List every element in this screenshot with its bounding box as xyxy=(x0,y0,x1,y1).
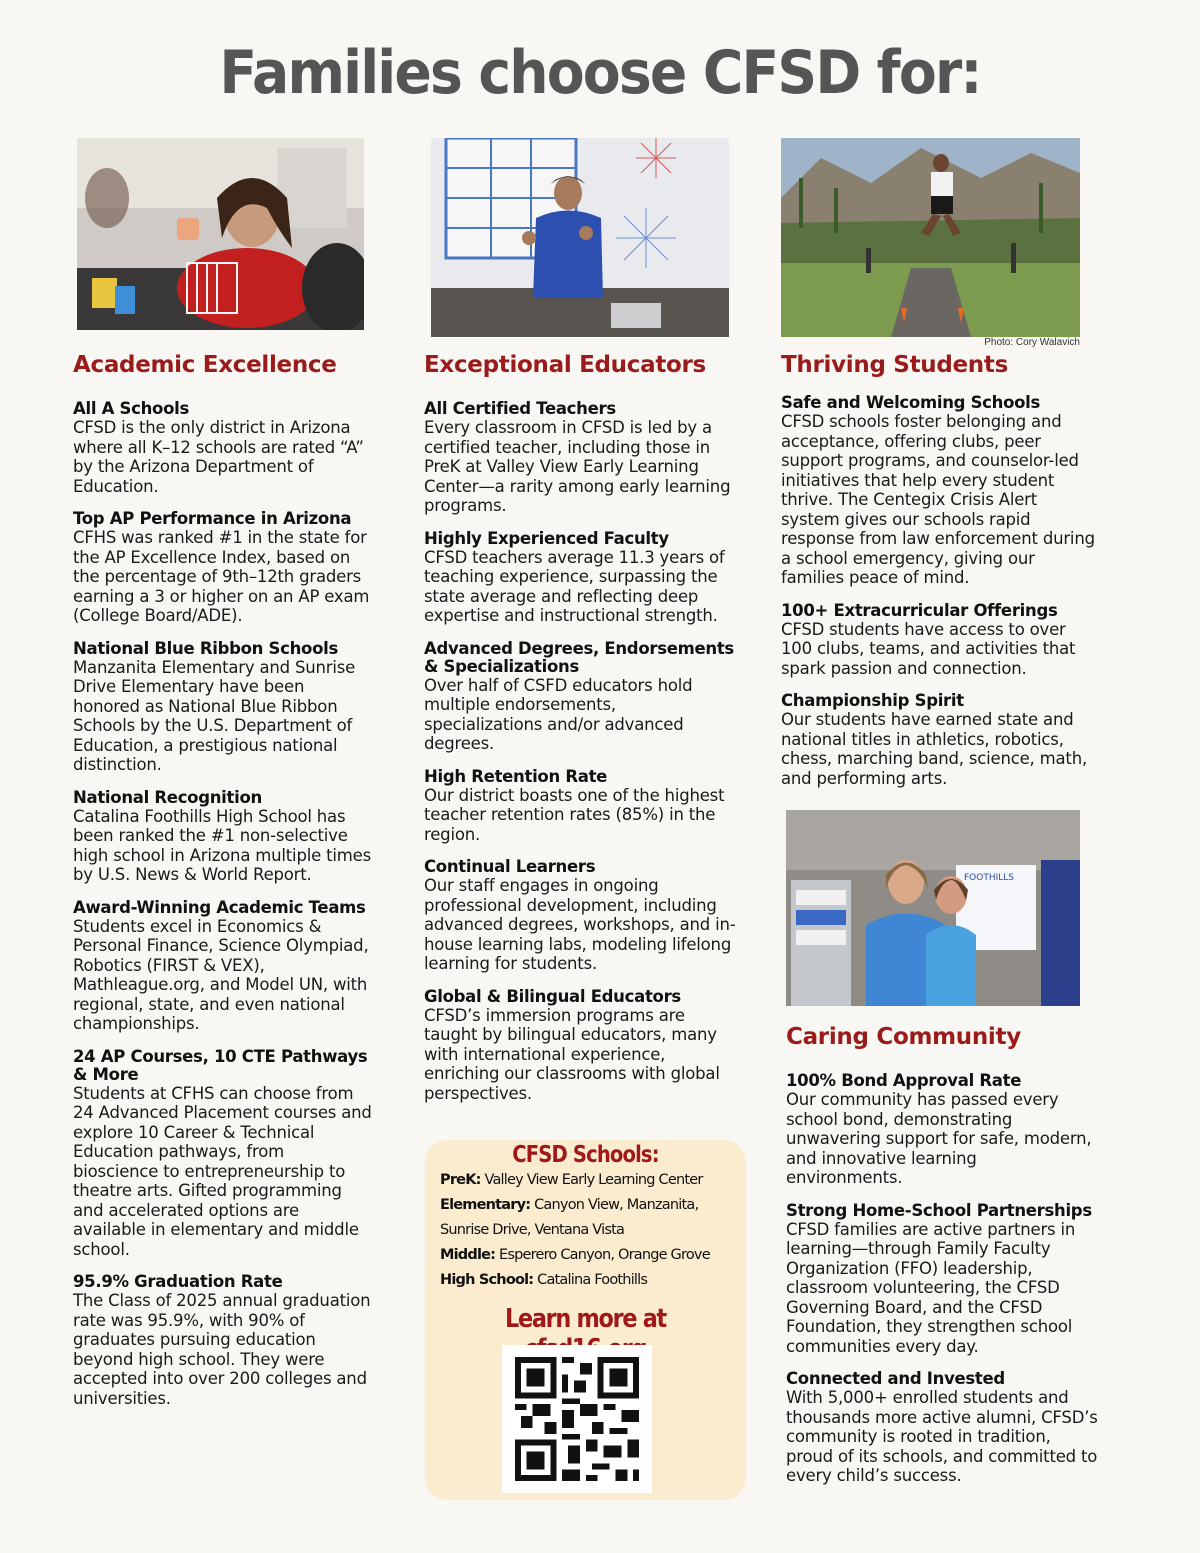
educators-item-body: CFSD teachers average 11.3 years of teaching experience, surpassing the state average and reflecting deep expertise and instructional strength. xyxy=(424,547,725,625)
educators-item xyxy=(424,768,736,845)
shirt-text: FOOTHILLS xyxy=(964,873,1015,883)
academic-item-body: Catalina Foothills High School has been ranked the #1 non-selective high school in Arizona multiple times by U.S. News & World Report. xyxy=(73,806,371,884)
exceptional-educators-column xyxy=(424,352,736,1117)
educators-item-body: Our district boasts one of the highest teacher retention rates (85%) in the region. xyxy=(424,785,725,844)
academic-item-title: 95.9% Graduation Rate xyxy=(73,1272,283,1291)
prek-schools: Valley View Early Learning Center xyxy=(484,1172,703,1188)
educators-item xyxy=(424,530,736,626)
high-school-label: High School: xyxy=(440,1272,534,1288)
qr-code-icon xyxy=(502,1345,652,1493)
academic-item-title: 24 AP Courses, 10 CTE Pathways & More xyxy=(73,1046,368,1084)
thriving-item-title: Championship Spirit xyxy=(781,691,964,710)
academic-item-title: Top AP Performance in Arizona xyxy=(73,509,352,528)
academic-item xyxy=(73,1048,373,1260)
elementary-label: Elementary: xyxy=(440,1197,531,1213)
academic-item-title: National Recognition xyxy=(73,787,262,807)
thriving-item-body: Our students have earned state and national titles in athletics, robotics, chess, marching band, science, math, and performing arts. xyxy=(781,710,1087,788)
community-item-title: Connected and Invested xyxy=(786,1369,1005,1388)
academic-item xyxy=(73,510,373,626)
thriving-students-column xyxy=(781,352,1099,802)
community-item-title: Strong Home-School Partnerships xyxy=(786,1200,1092,1220)
academic-item-title: Award-Winning Academic Teams xyxy=(73,897,366,917)
thriving-item xyxy=(781,692,1099,788)
community-item-body: With 5,000+ enrolled students and thousands more active alumni, CFSD’s community is rooted in tradition, proud of its schools, and committed to every child’s success. xyxy=(786,1388,1098,1485)
community-volunteers-photo xyxy=(786,810,1080,1006)
schools-elementary-line-2: Sunrise Drive, Ventana Vista xyxy=(440,1222,625,1238)
academic-item xyxy=(73,789,373,885)
middle-schools: Esperero Canyon, Orange Grove xyxy=(498,1247,710,1263)
thriving-item-body: CFSD schools foster belonging and acceptance, offering clubs, peer support programs, and counselor-led initiatives that help every student thrive. The Centegix Crisis Alert system gives our schools rapid response from law enforcement during a school emergency, giving our families peace of mind. xyxy=(781,412,1095,587)
educators-item-title: Highly Experienced Faculty xyxy=(424,528,669,548)
academic-item-body: Manzanita Elementary and Sunrise Drive Elementary have been honored as National Blue Ribbon Schools by the U.S. Department of Education, a prestigious national distinction. xyxy=(73,657,356,774)
middle-label: Middle: xyxy=(440,1247,496,1263)
educators-item-title: All Certified Teachers xyxy=(424,399,616,418)
educators-item-title: Advanced Degrees, Endorsements & Specializations xyxy=(424,638,734,676)
academic-excellence-heading: Academic Excellence xyxy=(73,352,337,378)
community-item xyxy=(786,1202,1098,1357)
educators-item-title: High Retention Rate xyxy=(424,766,608,786)
educators-item-title: Global & Bilingual Educators xyxy=(424,986,681,1006)
community-item-title: 100% Bond Approval Rate xyxy=(786,1071,1022,1090)
educators-item-body: CFSD’s immersion programs are taught by bilingual educators, many with international experience, enriching our classrooms with global perspectives. xyxy=(424,1005,720,1103)
schools-list xyxy=(440,1168,740,1293)
schools-elementary-line xyxy=(440,1193,740,1218)
qr-code[interactable] xyxy=(502,1345,652,1493)
educators-item-body: Every classroom in CFSD is led by a certified teacher, including those in PreK at Valley View Early Learning Center—a rarity among early learning programs. xyxy=(424,418,731,515)
educators-item xyxy=(424,400,736,516)
prek-label: PreK: xyxy=(440,1172,481,1188)
community-item xyxy=(786,1370,1098,1486)
academic-item-body: CFSD is the only district in Arizona where all K–12 schools are rated “A” by the Arizona Department of Education. xyxy=(73,418,364,496)
chemistry-student-photo xyxy=(77,138,364,330)
cfsd-schools-box xyxy=(425,1140,746,1500)
academic-item xyxy=(73,640,373,775)
academic-item xyxy=(73,899,373,1034)
educators-item-title: Continual Learners xyxy=(424,857,596,876)
schools-high-line xyxy=(440,1268,740,1293)
caring-community-heading: Caring Community xyxy=(786,1024,1021,1050)
page-title: Families choose CFSD for: xyxy=(219,38,981,108)
community-item xyxy=(786,1072,1098,1188)
educators-item-body: Our staff engages in ongoing professional development, including advanced degrees, workshops, and in-house learning labs, modeling lifelong learning for students. xyxy=(424,876,736,973)
thriving-item xyxy=(781,394,1099,588)
academic-item-body: Students at CFHS can choose from 24 Advanced Placement courses and explore 10 Career & Technical Education pathways, from bioscience to entrepreneurship to theatre arts. Gifted programming and accelerated options are available in elementary and middle school. xyxy=(73,1083,372,1259)
academic-item-body: The Class of 2025 annual graduation rate was 95.9%, with 90% of graduates pursuing education beyond high school. They were accepted into over 200 colleges and universities. xyxy=(73,1291,371,1408)
academic-item xyxy=(73,1273,373,1408)
academic-item-body: CFHS was ranked #1 in the state for the AP Excellence Index, based on the percentage of 9th–12th graders earning a 3 or higher on an AP exam (College Board/ADE). xyxy=(73,528,370,625)
learn-more-link[interactable]: Learn more at xyxy=(505,1304,666,1334)
educators-item xyxy=(424,640,736,754)
schools-prek-line xyxy=(440,1168,740,1193)
educators-item xyxy=(424,858,736,974)
thriving-item xyxy=(781,602,1099,679)
thriving-students-heading: Thriving Students xyxy=(781,352,1008,378)
academic-item-body: Students excel in Economics & Personal Finance, Science Olympiad, Robotics (FIRST & VEX), Mathleague.org, and Model UN, with regional, state, and even national championships. xyxy=(73,916,369,1033)
academic-item-title: All A Schools xyxy=(73,399,189,418)
academic-excellence-column xyxy=(73,352,373,1422)
schools-middle-line xyxy=(440,1243,740,1268)
educators-item-body: Over half of CSFD educators hold multiple endorsements, specializations and/or advanced degrees. xyxy=(424,675,693,753)
photo-credit: Photo: Cory Walavich xyxy=(984,337,1080,348)
elementary-schools: Canyon View, Manzanita, xyxy=(534,1197,699,1213)
community-item-body: Our community has passed every school bond, demonstrating unwavering support for safe, modern, and innovative learning environments. xyxy=(786,1090,1092,1187)
thriving-item-title: 100+ Extracurricular Offerings xyxy=(781,600,1058,620)
teacher-whiteboard-photo xyxy=(431,138,729,337)
exceptional-educators-heading: Exceptional Educators xyxy=(424,352,706,378)
thriving-item-body: CFSD students have access to over 100 clubs, teams, and activities that spark passion and connection. xyxy=(781,619,1076,678)
caring-community-column xyxy=(786,1024,1098,1500)
community-item-body: CFSD families are active partners in learning—through Family Faculty Organization (FFO) leadership, classroom volunteering, the CFSD Governing Board, and the CFSD Foundation, they strengthen school communities every day. xyxy=(786,1219,1076,1356)
academic-item-title: National Blue Ribbon Schools xyxy=(73,638,338,658)
thriving-item-title: Safe and Welcoming Schools xyxy=(781,393,1041,412)
schools-title: CFSD Schools: xyxy=(512,1142,659,1168)
educators-item xyxy=(424,988,736,1104)
long-jump-photo xyxy=(781,138,1080,337)
academic-item xyxy=(73,400,373,496)
high-schools: Catalina Foothills xyxy=(537,1272,648,1288)
